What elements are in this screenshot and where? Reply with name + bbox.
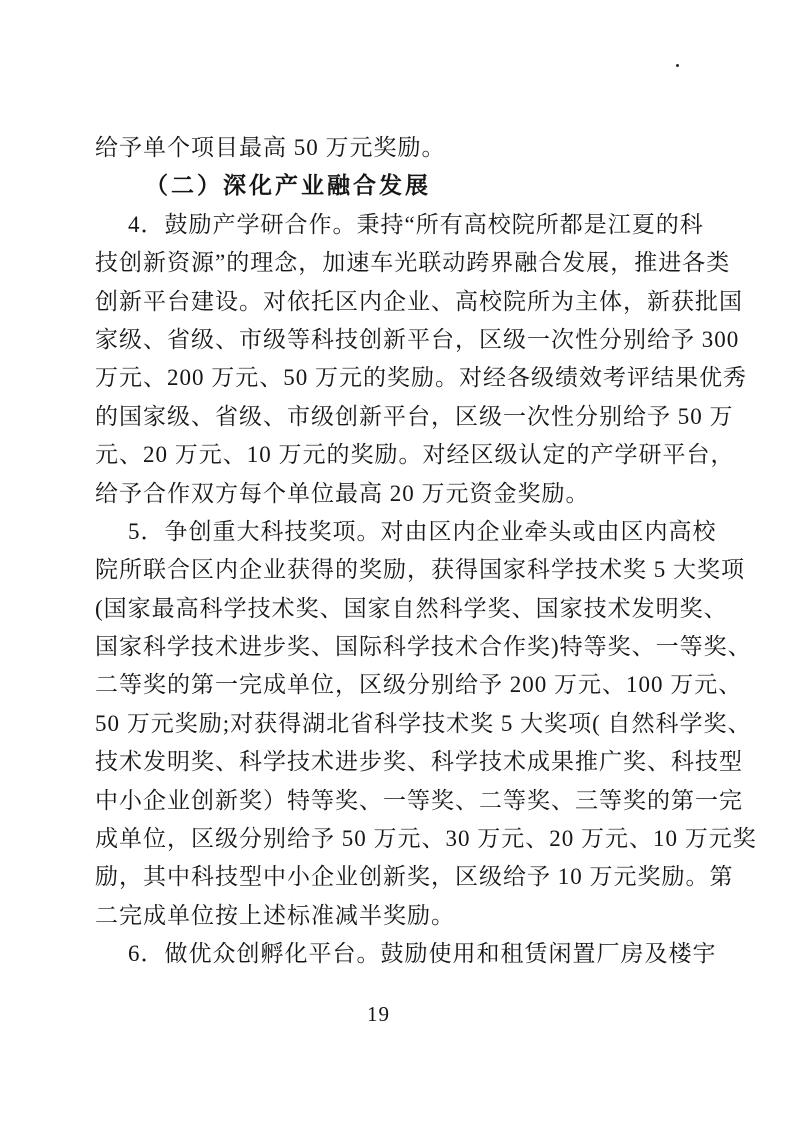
text-line: 给予合作双方每个单位最高 20 万元资金奖励。 — [95, 480, 590, 506]
text-line: 励，其中科技型中小企业创新奖，区级给予 10 万元奖励。第 — [95, 864, 734, 890]
text-line: 4．鼓励产学研合作。秉持“所有高校院所都是江夏的科 — [128, 211, 704, 237]
page-footer — [0, 1002, 776, 1027]
text-line: 5．争创重大科技奖项。对由区内企业牵头或由区内高校 — [128, 518, 717, 544]
text-line: 50 万元奖励;对获得湖北省科学技术奖 5 大奖项( 自然科学奖、 — [95, 710, 752, 736]
text-line: 给予单个项目最高 50 万元奖励。 — [95, 135, 446, 160]
text-line: 万元、200 万元、50 万元的奖励。对经各级绩效考评结果优秀 — [95, 365, 747, 391]
text-line: 院所联合区内企业获得的奖励，获得国家科学技术奖 5 大奖项 — [95, 557, 745, 583]
text-line: 家级、省级、市级等科技创新平台，区级一次性分别给予 300 — [95, 326, 740, 352]
text-line: 元、20 万元、10 万元的奖励。对经区级认定的产学研平台， — [95, 442, 735, 468]
text-line: (国家最高科学技术奖、国家自然科学奖、国家技术发明奖、 — [95, 595, 728, 621]
text-line: 二等奖的第一完成单位，区级分别给予 200 万元、100 万元、 — [95, 672, 743, 698]
text-line: 二完成单位按上述标准减半奖励。 — [95, 902, 455, 928]
text-line: 成单位，区级分别给予 50 万元、30 万元、20 万元、10 万元奖 — [95, 826, 757, 852]
text-line: 中小企业创新奖）特等奖、一等奖、二等奖、三等奖的第一完 — [95, 787, 743, 813]
text-line: 创新平台建设。对依托区内企业、高校院所为主体，新获批国 — [95, 288, 743, 314]
text-line: 技创新资源”的理念，加速车光联动跨界融合发展，推进各类 — [95, 250, 731, 276]
page-number: 19 — [367, 1002, 390, 1026]
section-heading: （二）深化产业融合发展 — [145, 173, 431, 199]
scan-artifact-dot — [676, 64, 679, 67]
text-line: 的国家级、省级、市级创新平台，区级一次性分别给予 50 万 — [95, 403, 734, 429]
text-line: 技术发明奖、科学技术进步奖、科学技术成果推广奖、科技型 — [95, 749, 743, 775]
document-body — [95, 129, 757, 974]
text-line: 国家科学技术进步奖、国际科学技术合作奖)特等奖、一等奖、 — [95, 634, 752, 660]
text-line: 6．做优众创孵化平台。鼓励使用和租赁闲置厂房及楼宇 — [128, 941, 717, 967]
